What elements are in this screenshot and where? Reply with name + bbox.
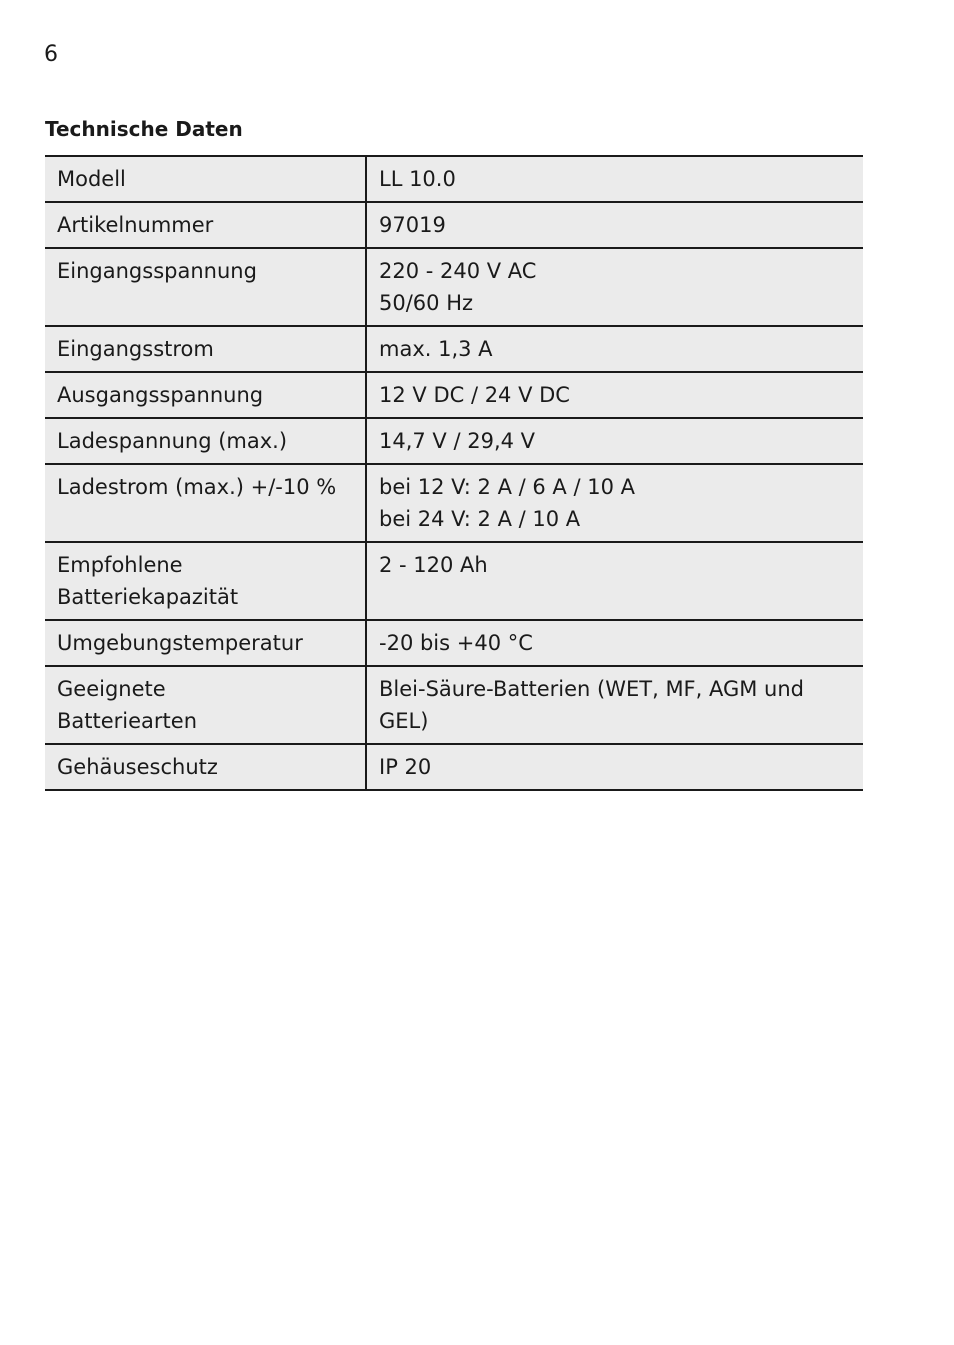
spec-value-line: Blei-Säure-Batterien (WET, MF, AGM und GEL) — [379, 677, 805, 733]
spec-label-line: Eingangsspannung — [57, 259, 257, 283]
table-row — [45, 248, 863, 326]
table-row — [45, 542, 863, 620]
spec-value-line: 50/60 Hz — [379, 291, 474, 315]
spec-label-line: Ladespannung (max.) — [57, 429, 288, 453]
spec-label-line: Umgebungstemperatur — [57, 631, 303, 655]
spec-value — [366, 666, 863, 744]
spec-label — [45, 666, 366, 744]
spec-label-line: Empfohlene — [57, 553, 183, 577]
table-row — [45, 156, 863, 202]
spec-value — [366, 156, 863, 202]
table-row — [45, 372, 863, 418]
spec-label — [45, 744, 366, 790]
spec-label — [45, 372, 366, 418]
spec-value — [366, 542, 863, 620]
spec-label-line: Artikelnummer — [57, 213, 214, 237]
table-row — [45, 418, 863, 464]
spec-value-line: 2 - 120 Ah — [379, 553, 488, 577]
spec-value — [366, 620, 863, 666]
spec-value-line: max. 1,3 A — [379, 337, 493, 361]
spec-label-line: Batteriearten — [57, 709, 198, 733]
spec-value — [366, 744, 863, 790]
technical-data-table — [45, 155, 863, 791]
spec-label — [45, 248, 366, 326]
spec-label-line: Geeignete — [57, 677, 166, 701]
spec-label-line: Ladestrom (max.) +/-10 % — [57, 475, 337, 499]
spec-value-line: bei 24 V: 2 A / 10 A — [379, 507, 581, 531]
spec-value — [366, 372, 863, 418]
spec-value-line: 97019 — [379, 213, 446, 237]
spec-value — [366, 248, 863, 326]
spec-label — [45, 418, 366, 464]
spec-label-line: Eingangsstrom — [57, 337, 214, 361]
section-title: Technische Daten — [45, 117, 243, 141]
spec-value-line: LL 10.0 — [379, 167, 456, 191]
spec-value-line: bei 12 V: 2 A / 6 A / 10 A — [379, 475, 635, 499]
spec-label — [45, 464, 366, 542]
spec-value-line: 220 - 240 V AC — [379, 259, 537, 283]
spec-value — [366, 418, 863, 464]
spec-value-line: 14,7 V / 29,4 V — [379, 429, 536, 453]
spec-value — [366, 326, 863, 372]
spec-label — [45, 542, 366, 620]
spec-value-line: 12 V DC / 24 V DC — [379, 383, 570, 407]
table-row — [45, 620, 863, 666]
spec-label — [45, 326, 366, 372]
page-number: 6 — [44, 42, 58, 67]
table-row — [45, 326, 863, 372]
spec-value-line: -20 bis +40 °C — [379, 631, 533, 655]
spec-value-line: IP 20 — [379, 755, 432, 779]
spec-label — [45, 202, 366, 248]
spec-value — [366, 464, 863, 542]
table-row — [45, 464, 863, 542]
spec-label — [45, 620, 366, 666]
spec-label — [45, 156, 366, 202]
table-row — [45, 744, 863, 790]
spec-value — [366, 202, 863, 248]
spec-label-line: Gehäuseschutz — [57, 755, 218, 779]
spec-label-line: Batteriekapazität — [57, 585, 239, 609]
table-row — [45, 202, 863, 248]
spec-label-line: Modell — [57, 167, 126, 191]
table-row — [45, 666, 863, 744]
spec-label-line: Ausgangsspannung — [57, 383, 264, 407]
